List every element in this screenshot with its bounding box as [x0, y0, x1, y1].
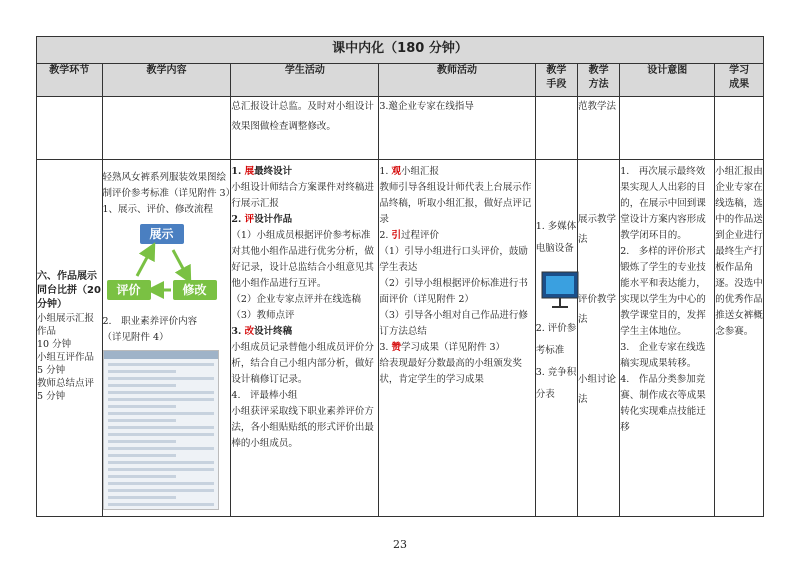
- outcome-cell: [715, 160, 764, 517]
- method-group: 小组讨论法: [577, 374, 616, 405]
- section-item: 小组展示汇报作品: [37, 313, 95, 337]
- student-activity-cell: [231, 160, 379, 517]
- t2-b: （2）引导小组根据评价标准进行书面评价（详见附件 2）: [379, 278, 528, 305]
- header-teacher-activity: 教师活动: [379, 64, 535, 97]
- s2-c: （3）教师点评: [231, 310, 295, 321]
- table-title: 课中内化（180 分钟）: [37, 37, 764, 64]
- monitor-icon: [540, 270, 586, 310]
- outcome-text: 小组汇报由企业专家在线选稿，选中的作品送到企业进行最终生产打板作品角逐。没选中的优秀作品推送女裤概念参赛。: [715, 166, 763, 337]
- content-step2-note: （详见附件 4）: [102, 332, 169, 343]
- s1-keyword: 展: [244, 166, 255, 177]
- s3-num: 3.: [231, 326, 242, 337]
- process-diagram: [107, 224, 217, 304]
- content-cell: [102, 160, 236, 517]
- content-intro: 轻熟风女裤系列服装效果图绘制评价参考标准（详见附件 3）: [102, 172, 236, 199]
- t2-a: （1）引导小组进行口头评价，鼓励学生表达: [379, 246, 528, 273]
- header-teaching-content: 教学内容: [102, 64, 231, 97]
- t2-num: 2.: [379, 230, 389, 241]
- cont-teacher-cell: 3.邀企业专家在线指导: [379, 97, 535, 160]
- diagram-show: 展示: [140, 224, 184, 244]
- s3-text: 小组成员记录替他小组成员评价分析，结合自己小组内部分析，做好设计稿修订记录。: [231, 342, 374, 385]
- page-number: 23: [393, 538, 407, 551]
- t1-num: 1.: [379, 166, 389, 177]
- teacher-activity-cell: [379, 160, 535, 517]
- header-teaching-stage: 教学环节: [37, 64, 103, 97]
- cont-student-cell: 总汇报设计总监。及时对小组设计效果图做检查调整修改。: [231, 97, 379, 160]
- intent-cell: [620, 160, 715, 517]
- content-step2: 2. 职业素养评价内容: [102, 316, 198, 327]
- section-item: 小组互评作品 5 分钟: [37, 352, 95, 376]
- cont-method-cell: 范教学法: [577, 97, 619, 160]
- t3-num: 3.: [379, 342, 389, 353]
- cycle-arrows-icon: [107, 224, 217, 304]
- header-learning-outcome: 学习 成果: [715, 64, 764, 97]
- s2-keyword: 评: [244, 214, 255, 225]
- s3-keyword: 改: [244, 326, 255, 337]
- means-standard: 2. 评价参考标准: [535, 323, 577, 356]
- continuation-row: [37, 97, 764, 160]
- cont-means-cell: [535, 97, 577, 160]
- t1-title: 小组汇报: [400, 166, 439, 177]
- evaluation-table-thumbnail: [103, 350, 219, 510]
- intent-2: 2. 多样的评价形式锻炼了学生的专业技能水平和表达能力，实现以学生为中心的教学课堂目的，发挥学生主体地位。: [620, 246, 706, 337]
- means-score-sheet: 3. 竞争积分表: [535, 367, 577, 400]
- cont-intent-cell: [620, 97, 715, 160]
- cont-content-cell: [102, 97, 231, 160]
- t3-title: 学习成果（详见附件 3）: [400, 342, 506, 353]
- header-design-intent: 设计意图: [620, 64, 715, 97]
- s1-text: 小组设计师结合方案课件对终稿进行展示汇报: [231, 182, 374, 209]
- s2-title: 设计作品: [254, 214, 293, 225]
- header-teaching-means: 教学 手段: [535, 64, 577, 97]
- section-item: 教师总结点评 5 分钟: [37, 378, 95, 402]
- content-step1: 1、展示、评价、修改流程: [102, 204, 214, 215]
- s2-num: 2.: [231, 214, 242, 225]
- stage-cell: [37, 160, 103, 517]
- diagram-evaluate: 评价: [107, 280, 151, 300]
- t3-keyword: 赞: [391, 342, 401, 353]
- s1-num: 1.: [231, 166, 242, 177]
- s4-text: 小组获评采取线下职业素养评价方法，各小组贴贴纸的形式评价出最棒的小组成员。: [231, 406, 374, 449]
- method-show: 展示教学法: [577, 214, 616, 245]
- intent-3: 3. 企业专家在线选稿实现成果转移。: [620, 342, 706, 369]
- t2-title: 过程评价: [400, 230, 439, 241]
- s2-a: （1）小组成员根据评价参考标准对其他小组作品进行优劣分析，做好记录，设计总监结合小组意见其他小组作品进行互评。: [231, 230, 374, 289]
- header-student-activity: 学生活动: [231, 64, 379, 97]
- cont-outcome-cell: [715, 97, 764, 160]
- diagram-revise: 修改: [173, 280, 217, 300]
- cont-stage-cell: [37, 97, 103, 160]
- section-title: 六、作品展示同台比拼（20分钟）: [37, 271, 101, 310]
- method-cell: [577, 160, 619, 517]
- intent-1: 1. 再次展示最终效果实现人人出彩的目的，在展示中回到课堂设计方案内容形成教学闭环目的。: [620, 166, 706, 241]
- header-row: [37, 64, 764, 97]
- method-evaluate: 评价教学法: [577, 294, 616, 325]
- s1-title: 最终设计: [254, 166, 293, 177]
- intent-4: 4. 作品分类参加竞赛、制作成衣等成果转化实现难点技能迁移: [620, 374, 706, 433]
- s3-title: 设计终稿: [254, 326, 293, 337]
- header-teaching-method: 教学 方法: [577, 64, 619, 97]
- t1-keyword: 观: [391, 166, 401, 177]
- t3-text: 给表现最好分数最高的小组颁发奖状，肯定学生的学习成果: [379, 358, 522, 385]
- t1-text: 教师引导各组设计师代表上台展示作品终稿，听取小组汇报，做好点评记录: [379, 182, 532, 225]
- s4-title: 4. 评最棒小组: [231, 390, 298, 401]
- t2-c: （3）引导各小组对自己作品进行修订方法总结: [379, 310, 528, 337]
- means-cell: [535, 160, 577, 517]
- lesson-plan-table: [36, 36, 764, 517]
- section-item: 10 分钟: [37, 339, 72, 350]
- section-row: [37, 160, 764, 517]
- t2-keyword: 引: [391, 230, 401, 241]
- s2-b: （2）企业专家点评并在线选稿: [231, 294, 361, 305]
- means-multimedia: 1. 多媒体电脑设备: [535, 221, 577, 254]
